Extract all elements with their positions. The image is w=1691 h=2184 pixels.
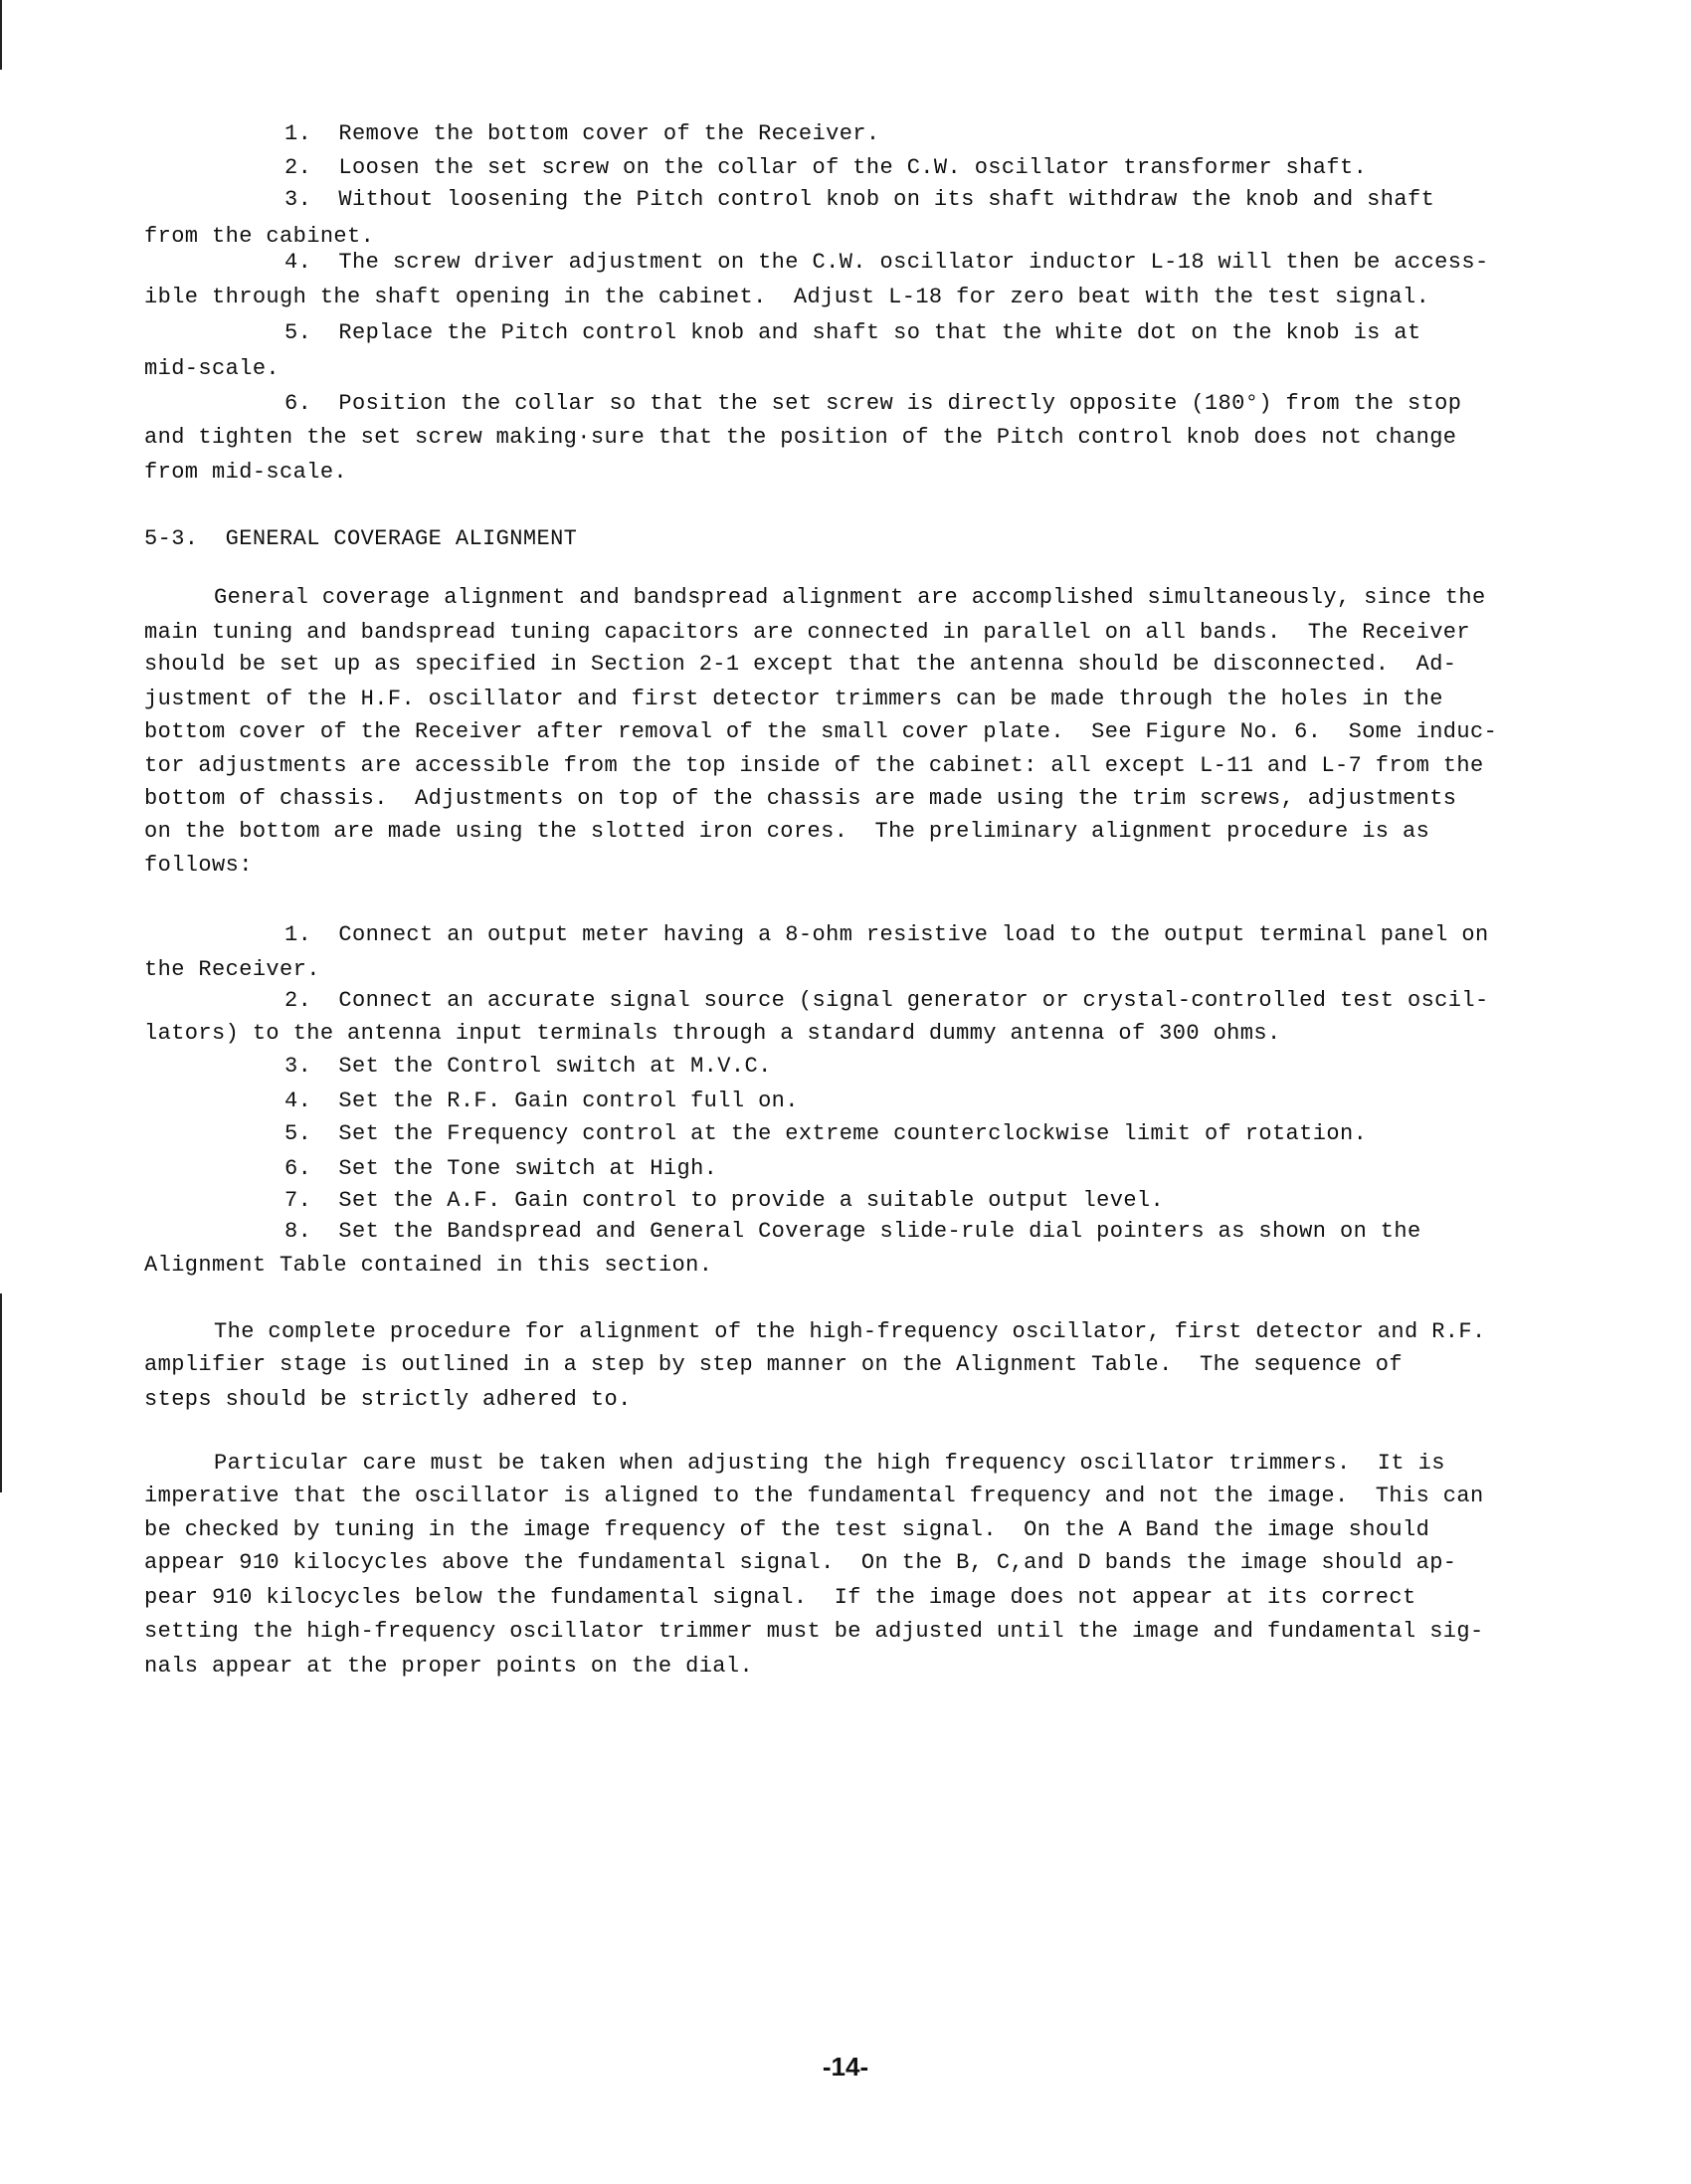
- page-number: -14-: [822, 2052, 869, 2082]
- paragraph-line: nals appear at the proper points on the dial.: [144, 1654, 754, 1679]
- paragraph-line: General coverage alignment and bandspread alignment are accomplished simultaneously, since the: [214, 585, 1486, 610]
- step-continuation-line: mid-scale.: [144, 356, 281, 381]
- scan-edge-mark: [0, 0, 2, 70]
- paragraph-line: be checked by tuning in the image frequency of the test signal. On the A Band the image should: [144, 1517, 1430, 1542]
- scan-edge-mark: [0, 1293, 2, 1492]
- paragraph-line: Particular care must be taken when adjusting the high frequency oscillator trimmers. It is: [214, 1451, 1445, 1476]
- paragraph-line: setting the high-frequency oscillator trimmer must be adjusted until the image and fundamental sig-: [144, 1619, 1484, 1644]
- step-line: 5. Set the Frequency control at the extreme counterclockwise limit of rotation.: [284, 1121, 1368, 1146]
- step-continuation-line: from mid-scale.: [144, 460, 348, 485]
- paragraph-line: pear 910 kilocycles below the fundamental signal. If the image does not appear at its correct: [144, 1585, 1416, 1610]
- step-continuation-line: the Receiver.: [144, 957, 320, 982]
- step-line: 6. Set the Tone switch at High.: [284, 1156, 718, 1181]
- step-line: 3. Without loosening the Pitch control knob on its shaft withdraw the knob and shaft: [284, 187, 1435, 212]
- step-line: 1. Connect an output meter having a 8-ohm resistive load to the output terminal panel on: [284, 922, 1489, 947]
- paragraph-line: The complete procedure for alignment of the high-frequency oscillator, first detector and R.F.: [214, 1319, 1486, 1344]
- paragraph-line: on the bottom are made using the slotted iron cores. The preliminary alignment procedure is as: [144, 819, 1430, 844]
- step-line: 4. The screw driver adjustment on the C.W. oscillator inductor L-18 will then be access-: [284, 250, 1489, 275]
- paragraph-line: should be set up as specified in Section 2-1 except that the antenna should be disconnected. Ad-: [144, 652, 1457, 677]
- paragraph-line: steps should be strictly adhered to.: [144, 1387, 632, 1412]
- step-line: 7. Set the A.F. Gain control to provide a suitable output level.: [284, 1188, 1165, 1213]
- step-continuation-line: lators) to the antenna input terminals through a standard dummy antenna of 300 ohms.: [144, 1021, 1281, 1046]
- step-continuation-line: Alignment Table contained in this section.: [144, 1253, 713, 1278]
- step-continuation-line: ible through the shaft opening in the cabinet. Adjust L-18 for zero beat with the test signal.: [144, 285, 1430, 309]
- step-line: 8. Set the Bandspread and General Coverage slide-rule dial pointers as shown on the: [284, 1219, 1421, 1244]
- paragraph-line: main tuning and bandspread tuning capacitors are connected in parallel on all bands. The Receiver: [144, 620, 1471, 645]
- paragraph-line: bottom cover of the Receiver after removal of the small cover plate. See Figure No. 6. Some induc-: [144, 719, 1498, 744]
- paragraph-line: amplifier stage is outlined in a step by step manner on the Alignment Table. The sequence of: [144, 1352, 1403, 1377]
- paragraph-line: imperative that the oscillator is aligned to the fundamental frequency and not the image. This can: [144, 1484, 1484, 1508]
- paragraph-line: appear 910 kilocycles above the fundamental signal. On the B, C,and D bands the image should ap-: [144, 1550, 1457, 1575]
- step-line: 6. Position the collar so that the set screw is directly opposite (180°) from the stop: [284, 391, 1462, 416]
- paragraph-line: justment of the H.F. oscillator and first detector trimmers can be made through the holes in the: [144, 687, 1443, 711]
- section-heading: 5-3. GENERAL COVERAGE ALIGNMENT: [144, 526, 578, 551]
- step-line: 2. Connect an accurate signal source (signal generator or crystal-controlled test oscil-: [284, 988, 1489, 1013]
- step-line: 2. Loosen the set screw on the collar of the C.W. oscillator transformer shaft.: [284, 155, 1368, 180]
- step-line: 1. Remove the bottom cover of the Receiver.: [284, 121, 880, 146]
- paragraph-line: bottom of chassis. Adjustments on top of the chassis are made using the trim screws, adjustments: [144, 786, 1457, 811]
- step-continuation-line: and tighten the set screw making·sure that the position of the Pitch control knob does not change: [144, 425, 1457, 450]
- paragraph-line: follows:: [144, 853, 253, 878]
- step-line: 5. Replace the Pitch control knob and shaft so that the white dot on the knob is at: [284, 320, 1421, 345]
- step-line: 3. Set the Control switch at M.V.C.: [284, 1054, 772, 1079]
- step-line: 4. Set the R.F. Gain control full on.: [284, 1089, 799, 1113]
- paragraph-line: tor adjustments are accessible from the top inside of the cabinet: all except L-11 and L-7 from the: [144, 753, 1484, 778]
- step-continuation-line: from the cabinet.: [144, 224, 375, 249]
